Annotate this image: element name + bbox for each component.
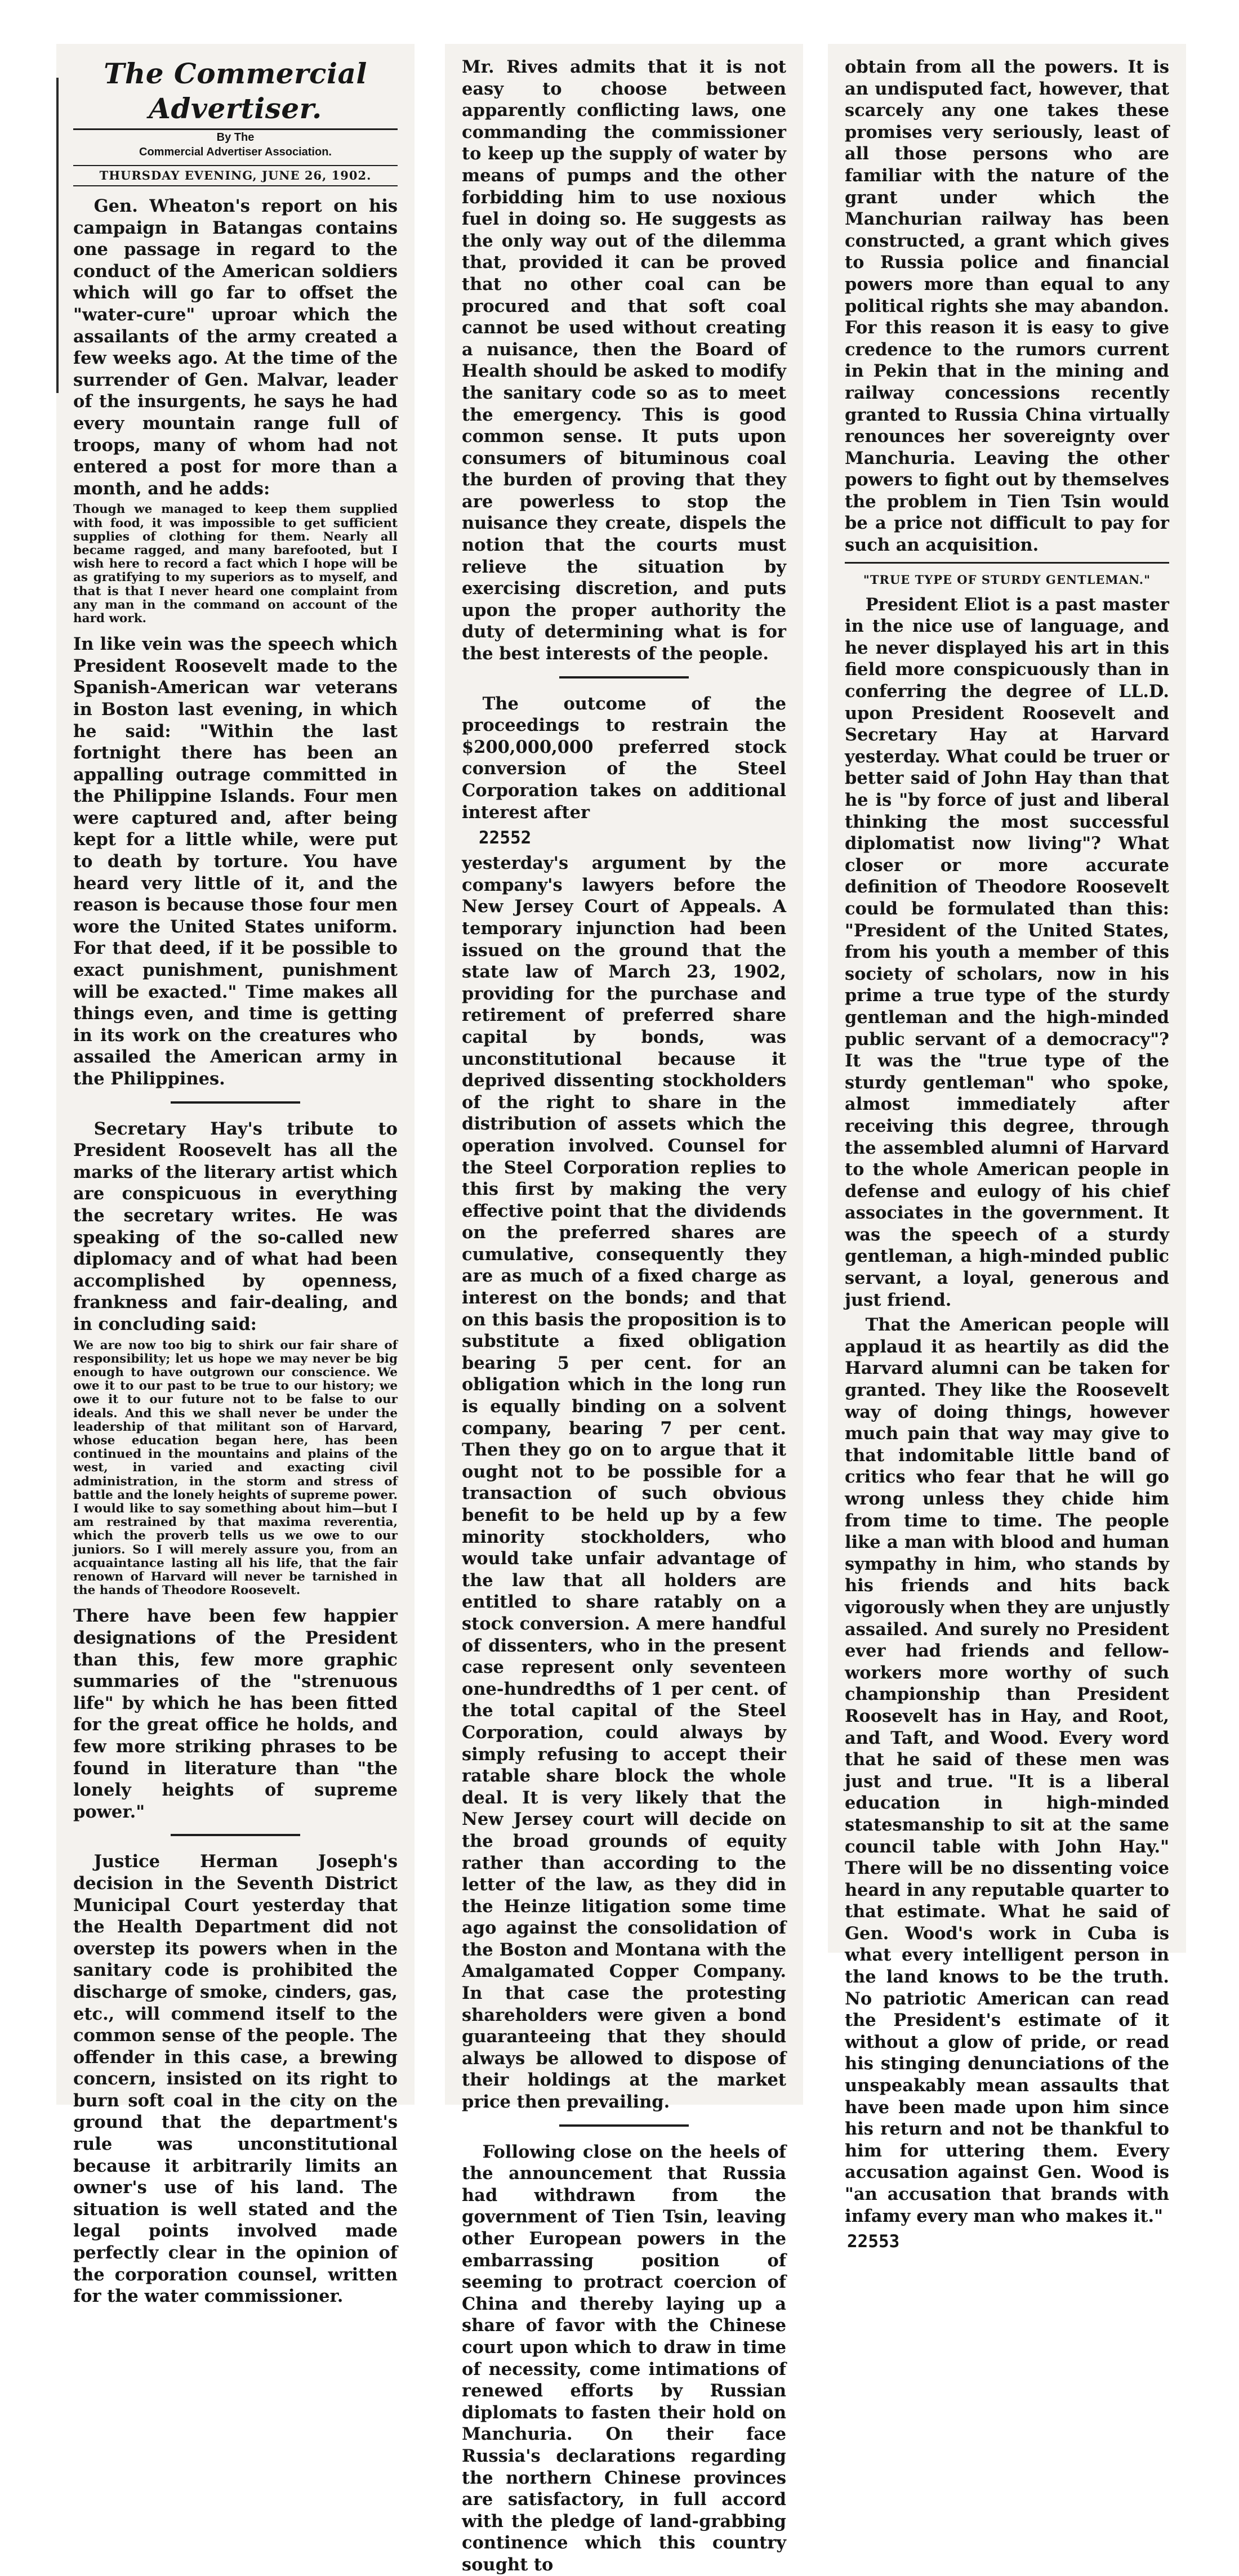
paragraph-designations: There have been few happier designations of the President than this, few more graphic summaries of the "strenuous life" by which he has been fitted for the great office he holds, and few more striking phrases to be found in literature than "the lonely heights of supreme power.": [73, 1606, 398, 1822]
paragraph-roosevelt-boston: In like vein was the speech which President Roosevelt made to the Spanish-American war veterans in Boston last evening, in which he said: "Within the last fortnight there has been an appalling outrage committed in the Philippine Islands. Four men were captured and, after being kept for a little while, were put to death by torture. You have heard very little of it, and the reason is because those four men wore the United States uniform. For that deed, if it be possible to exact punishment, punishment will be exacted." Time makes all things even, and time is getting in its work on the creatures who assailed the American army in the Philippines.: [73, 634, 398, 1090]
quote-hay: We are now too big to shirk our fair share of responsibility; let us hope we may never be big enough to have outgrown our conscience. We owe it to our past to be true to our history; we owe it to our future not to be false to our ideals. And this we shall never be under the leadership of that militant son of Harvard, whose education began here, has been continued in the mountains and plains of the west, in varied and exacting civil administration, in the storm and stress of battle and the lonely heights of supreme power. I would like to say something about him—but I am restrained by that maxima reverentia, which the proverb tells us we owe to our juniors. So I will merely assure you, from an acquaintance lasting all his life, that the fair renown of Harvard will never be tarnished in the hands of Theodore Roosevelt.: [73, 1338, 398, 1598]
paragraph-justice-joseph: Justice Herman Joseph's decision in the Seventh District Municipal Court yesterday that the Health Department did not overstep its powers when in the sanitary code is prohibited the discharge of smoke, cinders, gas, etc., will commend itself to the common sense of the people. The offender in this case, a brewing concern, insisted on its right to burn soft coal in the city on the ground that the department's rule was unconstitutional because it arbitrarily limits an owner's use of his land. The situation is well stated and the legal points involved made perfectly clear in the opinion of the corporation counsel, written for the water commissioner.: [73, 1851, 398, 2307]
paragraph-russia: Following close on the heels of the announcement that Russia had withdrawn from the government of Tien Tsin, leaving other European powers in the embarrassing position of seeming to protract coercion of China and thereby laying up a share of favor with the Chinese court upon which to draw in time of necessity, come intimations of renewed efforts by Russian diplomats to fasten their hold on Manchuria. On their face Russia's declarations regarding the northern Chinese provinces are satisfactory, in full accord with the pledge of land-grabbing continence which this country sought to: [462, 2141, 786, 2575]
column-2: [445, 44, 803, 2575]
section-divider: [171, 1834, 300, 1836]
clipping-number-end: 22553: [847, 2231, 900, 2252]
section-heading: "TRUE TYPE OF STURDY GENTLEMAN.": [845, 562, 1169, 588]
masthead-association: Commercial Advertiser Association.: [139, 146, 332, 158]
paragraph-steel-outcome: The outcome of the proceedings to restrain the $200,000,000 preferred stock conversion of the Steel Corporation takes on additional interest after: [462, 693, 786, 823]
section-divider: [559, 676, 689, 678]
masthead-by: By The: [216, 131, 255, 144]
column-3: [828, 44, 1186, 2252]
left-border: [56, 78, 59, 393]
section-divider: [171, 1101, 300, 1104]
paragraph-hay-tribute: Secretary Hay's tribute to President Roosevelt has all the marks of the literary artist which are conspicuous in everything the secretary writes. He was speaking of the so-called new diplomacy and of what had been accomplished by openness, frankness and fair-dealing, and in concluding said:: [73, 1118, 398, 1334]
paragraph-steel-argument: yesterday's argument by the company's lawyers before the New Jersey Court of Appeals. A temporary injunction had been issued on the ground that the state law of March 23, 1902, providing for the purchase and retirement of preferred share capital by bonds, was unconstitutional because it deprived dissenting stockholders of the right to share in the distribution of assets which the operation involved. Counsel for the Steel Corporation replies to this first by making the very effective point that the dividends on the preferred shares are cumulative, consequently they are as much of a fixed charge as interest on the bonds; and that on this basis the proposition is to substitute a fixed obligation bearing 5 per cent. for an obligation which in the long run is equally binding on a solvent company, bearing 7 per cent. Then they go on to argue that it ought not to be possible for a transaction of such obvious benefit to be held up by a few minority stockholders, who would take unfair advantage of the law that all holders are entitled to share ratably on a stock conversion. A mere handful of dissenters, who in the present case represent only seventeen one-hundredths of 1 per cent. of the total capital of the Steel Corporation, could always by simply refusing to accept their ratable share block the whole deal. It is very likely that the New Jersey court will decide on the broad grounds of equity rather than according to the letter of the law, as they did in the Heinze litigation some time ago against the consolidation of the Boston and Montana with the Amalgamated Copper Company. In that case the protesting shareholders were given a bond guaranteeing that they should always be allowed to dispose of their holdings at the market price then prevailing.: [462, 853, 786, 2113]
column-1: [56, 44, 415, 2307]
paragraph-manchuria: obtain from all the powers. It is an undisputed fact, however, that scarcely any one takes these promises very seriously, least of all those persons who are familiar with the nature of the grant under which the Manchurian railway has been constructed, a grant which gives to Russia police and financial powers more than equal to any political rights she may abandon. For this reason it is easy to give credence to the rumors current in Pekin that in the mining and railway concessions recently granted to Russia China virtually renounces her sovereignty over Manchuria. Leaving the other powers to fight out by themselves the problem in Tien Tsin would be a price not difficult to pay for such an acquisition.: [845, 57, 1169, 556]
clipping-number: 22552: [479, 828, 532, 849]
quote-wheaton: Though we managed to keep them supplied with food, it was impossible to get sufficient supplies of clothing for them. Nearly all became ragged, and many barefooted, but I wish here to record a fact which I hope will be as gratifying to my superiors as to myself, and that is that I never heard one complaint from any man in the command on account of the hard work.: [73, 502, 398, 626]
section-divider: [559, 2124, 689, 2127]
masthead-date: THURSDAY EVENING, JUNE 26, 1902.: [73, 165, 398, 186]
paragraph-american-people: That the American people will applaud it as heartily as did the Harvard alumni can be taken for granted. They like the Roosevelt way of doing things, however much pain that way may give to that indomitable little band of critics who fear that he will go wrong unless they chide him from time to time. The people like a man with blood and human sympathy in him, who stands by his friends and hits back vigorously when they are unjustly assailed. And surely no President ever had friends and fellow-workers more worthy of such championship than President Roosevelt has in Hay, and Root, and Taft, and Wood. Every word that he said of these men was just and true. "It is a liberal education in high-minded statesmanship to sit at the same council table with John Hay." There will be no dissenting voice heard in any reputable quarter to that estimate. What he said of Gen. Wood's work in Cuba is what every intelligent person in the land knows to be the truth. No patriotic American can read the President's estimate of it without a glow of pride, or read his stinging denunciations of the unspeakably mean assaults that have been made upon him since his return and not be thankful to him for uttering them. Every accusation against Gen. Wood is "an accusation that brands with infamy every man who makes it.": [845, 1315, 1169, 2226]
paragraph-rives: Mr. Rives admits that it is not easy to choose between apparently conflicting laws, one commanding the commissioner to keep up the supply of water by means of pumps and the other forbidding him to use noxious fuel in doing so. He suggests as the only way out of the dilemma that, provided it can be proved that no other coal can be procured and that soft coal cannot be used without creating a nuisance, then the Board of Health should be asked to modify the sanitary code so as to meet the emergency. This is good common sense. It puts upon consumers of bituminous coal the burden of proving that they are powerless to stop the nuisance they create, dispels the notion that the courts must relieve the situation by exercising discretion, and puts upon the proper authority the duty of determining what is for the best interests of the people.: [462, 57, 786, 664]
masthead: [73, 56, 398, 186]
paragraph-wheaton: Gen. Wheaton's report on his campaign in Batangas contains one passage in regard to the conduct of the American soldiers which will go far to offset the "water-cure" uproar which the assailants of the army created a few weeks ago. At the time of the surrender of Gen. Malvar, leader of the insurgents, he says he had every mountain range full of troops, many of whom had not entered a post for more than a month, and he adds:: [73, 196, 398, 499]
masthead-title: The Commercial Advertiser.: [73, 56, 398, 130]
paragraph-eliot: President Eliot is a past master in the nice use of language, and he never displayed his art in this field more conspicuously than in conferring the degree of LL.D. upon President Roosevelt and Secretary Hay at Harvard yesterday. What could be truer or better said of John Hay than that he is "by force of just and liberal thinking the most successful diplomatist now living"? What closer or more accurate definition of Theodore Roosevelt could be formulated than this: "President of the United States, from his youth a member of this society of scholars, now in his prime a true type of the sturdy gentleman and the high-minded public servant of a democracy"? It was the "true type of the sturdy gentleman" who spoke, almost immediately after receiving this degree, through the assembled alumni of Harvard to the whole American people in defense and eulogy of his chief associates in the government. It was the speech of a sturdy gentleman, a high-minded public servant, a loyal, generous and just friend.: [845, 594, 1169, 1310]
